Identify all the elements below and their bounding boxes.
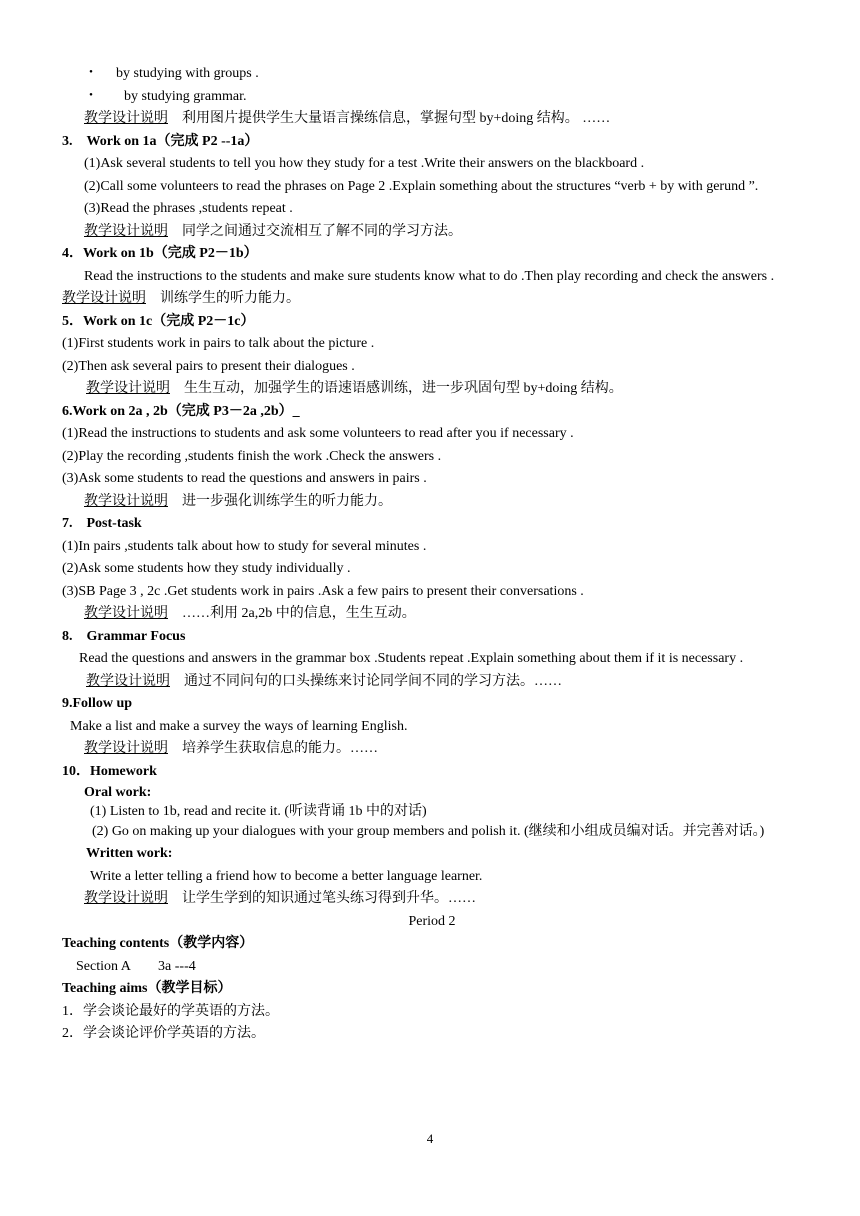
homework-item: Write a letter telling a friend how to become a better language learner. — [90, 868, 483, 884]
page-content — [62, 63, 802, 1046]
design-note: 教学设计说明 训练学生的听力能力。 — [62, 291, 300, 306]
design-note: 教学设计说明 通过不同问句的口头操练来讨论同学间不同的学习方法。…… — [86, 673, 562, 689]
design-note-label: 教学设计说明 — [84, 111, 168, 126]
teaching-aims-heading: Teaching aims（教学目标） — [62, 981, 232, 996]
step-item: Read the instructions to the students and make sure students know what to do .Then play recording and check the answers . — [84, 268, 775, 284]
section-heading: 3. Work on 1a（完成 P2 --1a） — [62, 133, 259, 149]
bullet-dot: ・ — [84, 66, 98, 81]
design-note: 教学设计说明 让学生学到的知识通过笔头练习得到升华。…… — [84, 891, 476, 906]
period-heading: Period 2 — [408, 913, 456, 929]
step-item: (2)Play the recording ,students finish the work .Check the answers . — [62, 448, 442, 464]
section-heading: 10．Homework — [62, 763, 157, 779]
design-note-label: 教学设计说明 — [62, 291, 146, 306]
section-heading: 9.Follow up — [62, 696, 133, 711]
design-note-label: 教学设计说明 — [84, 223, 168, 239]
step-item: (1)First students work in pairs to talk about the picture . — [62, 336, 375, 351]
design-note-label: 教学设计说明 — [86, 673, 170, 689]
step-item: (1)Ask several students to tell you how they study for a test .Write their answers on the blackboard . — [84, 156, 645, 171]
teaching-contents-heading: Teaching contents（教学内容） — [62, 936, 254, 951]
section-heading: 8. Grammar Focus — [62, 628, 186, 644]
step-item: (3)SB Page 3 , 2c .Get students work in pairs .Ask a few pairs to present their conversations . — [62, 583, 584, 599]
subheading-oral-work: Oral work: — [84, 785, 152, 800]
step-item: (1)Read the instructions to students and ask some volunteers to read after you if necessary . — [62, 426, 574, 441]
step-item: Make a list and make a survey the ways of learning English. — [70, 718, 408, 734]
section-heading: 5．Work on 1c（完成 P2－1c） — [62, 313, 255, 329]
section-heading: 7. Post-task — [62, 516, 142, 531]
bullet-item: ・ by studying with groups . — [62, 63, 802, 86]
subheading-written-work: Written work: — [86, 846, 173, 861]
design-note-label: 教学设计说明 — [84, 606, 168, 621]
design-note: 教学设计说明 生生互动，加强学生的语速语感训练，进一步巩固句型 by+doing 结构。 — [86, 381, 623, 396]
design-note-label: 教学设计说明 — [86, 381, 170, 396]
section-heading: 6.Work on 2a , 2b（完成 P3－2a ,2b）_ — [62, 403, 300, 419]
teaching-contents-item: Section A 3a ---4 — [76, 958, 196, 974]
design-note-label: 教学设计说明 — [84, 891, 168, 906]
section-heading: 4．Work on 1b（完成 P2－1b） — [62, 246, 258, 261]
teaching-aim-item: 1．学会谈论最好的学英语的方法。 — [62, 1003, 279, 1019]
page-number: 4 — [426, 1131, 434, 1146]
step-item: (1)In pairs ,students talk about how to study for several minutes . — [62, 538, 427, 554]
homework-item: (1) Listen to 1b, read and recite it. (听读背诵 1b 中的对话) — [90, 804, 427, 819]
bullet-item: ・ by studying grammar. — [62, 86, 802, 109]
design-note: 教学设计说明 培养学生获取信息的能力。…… — [84, 741, 378, 756]
step-item: (3)Read the phrases ,students repeat . — [84, 201, 293, 216]
step-item: (2)Ask some students how they study individually . — [62, 561, 351, 576]
homework-item: (2) Go on making up your dialogues with your group members and polish it. (继续和小组成员编对话。并完善对话。) — [92, 824, 765, 839]
design-note-label: 教学设计说明 — [84, 741, 168, 756]
bullet-dot: ・ — [84, 88, 98, 104]
step-item: (2)Call some volunteers to read the phrases on Page 2 .Explain something about the structures “verb + by with gerund ”. — [84, 178, 759, 194]
design-note: 教学设计说明 同学之间通过交流相互了解不同的学习方法。 — [84, 223, 462, 239]
step-item: Read the questions and answers in the grammar box .Students repeat .Explain something about them if it is necessary . — [79, 651, 744, 666]
design-note-label: 教学设计说明 — [84, 493, 168, 509]
design-note: 教学设计说明 利用图片提供学生大量语言操练信息，掌握句型 by+doing 结构。 …… — [84, 111, 611, 126]
step-item: (2)Then ask several pairs to present their dialogues . — [62, 358, 355, 374]
design-note: 教学设计说明 ……利用 2a,2b 中的信息，生生互动。 — [84, 606, 416, 621]
step-item: (3)Ask some students to read the questions and answers in pairs . — [62, 471, 427, 486]
design-note: 教学设计说明 进一步强化训练学生的听力能力。 — [84, 493, 392, 509]
teaching-aim-item: 2．学会谈论评价学英语的方法。 — [62, 1026, 265, 1041]
